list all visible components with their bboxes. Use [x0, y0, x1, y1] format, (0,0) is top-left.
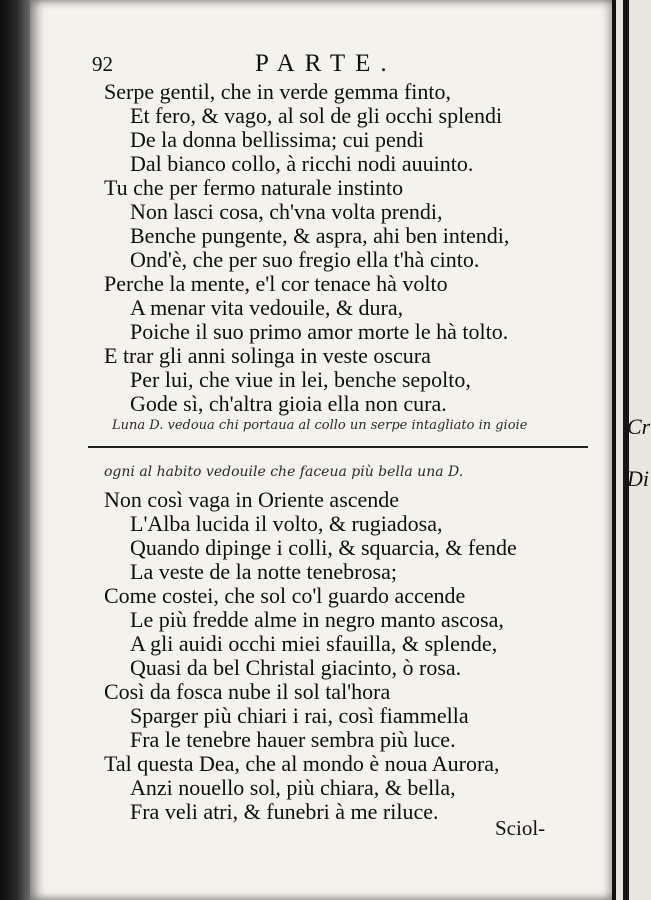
- verse-line: Non lasci cosa, ch'vna volta prendi,: [130, 199, 443, 224]
- verse-line: Quasi da bel Christal giacinto, ò rosa.: [130, 655, 462, 680]
- ink-rule: [88, 446, 588, 448]
- page-fold-shadow: [623, 0, 629, 900]
- verse-line: Le più fredde alme in negro manto ascosa,: [130, 607, 504, 632]
- verse-line: Quando dipinge i colli, & squarcia, & fende: [130, 535, 517, 560]
- verse-line: Per lui, che viue in lei, benche sepolto,: [130, 367, 471, 392]
- verse-line: Anzi nouello sol, più chiara, & bella,: [130, 775, 456, 800]
- verse-line: Perche la mente, e'l cor tenace hà volto: [104, 271, 448, 296]
- handwritten-note: ogni al habito vedouile che faceua più bella una D.: [104, 464, 464, 480]
- verse-line: De la donna bellissima; cui pendi: [130, 127, 424, 152]
- verse-line: Non così vaga in Oriente ascende: [104, 487, 400, 512]
- verse-line: Et fero, & vago, al sol de gli occhi splendi: [130, 103, 503, 128]
- verse-line: Sparger più chiari i rai, così fiammella: [130, 703, 469, 728]
- catchword: Sciol-: [495, 816, 546, 840]
- verse-line: A gli auidi occhi miei sfauilla, & splende,: [130, 631, 498, 656]
- verse-line: Ond'è, che per suo fregio ella t'hà cinto.: [130, 247, 480, 272]
- running-title: PARTE.: [255, 50, 397, 77]
- facing-page-fragment: Di: [627, 466, 649, 491]
- verse-line: Benche pungente, & aspra, ahi ben intendi,: [130, 223, 510, 248]
- verse-line: Così da fosca nube il sol tal'hora: [104, 679, 391, 704]
- verse-line: L'Alba lucida il volto, & rugiadosa,: [130, 511, 443, 536]
- facing-page-edge: [612, 0, 651, 900]
- page-number: 92: [92, 52, 113, 76]
- verse-line: Fra le tenebre hauer sembra più luce.: [130, 727, 456, 752]
- verse-line: Serpe gentil, che in verde gemma finto,: [104, 79, 451, 104]
- verse-line: Tu che per fermo naturale instinto: [104, 175, 404, 200]
- verse-line: Dal bianco collo, à ricchi nodi auuinto.: [130, 151, 474, 176]
- verse-line: Gode sì, ch'altra gioia ella non cura.: [130, 391, 447, 416]
- handwritten-note: Luna D. vedoua chi portaua al collo un serpe intagliato in gioie: [112, 418, 528, 433]
- verse-line: A menar vita vedouile, & dura,: [130, 295, 404, 320]
- verse-line: Come costei, che sol co'l guardo accende: [104, 583, 466, 608]
- verse-line: Tal questa Dea, che al mondo è noua Aurora,: [104, 751, 500, 776]
- facing-page-fragment: Cr: [627, 414, 651, 439]
- verse-line: Poiche il suo primo amor morte le hà tolto.: [130, 319, 509, 344]
- verse-line: E trar gli anni solinga in veste oscura: [104, 343, 431, 368]
- verse-line: La veste de la notte tenebrosa;: [130, 559, 397, 584]
- book-gutter: [0, 0, 30, 900]
- verse-line: Fra veli atri, & funebri à me riluce.: [130, 799, 439, 824]
